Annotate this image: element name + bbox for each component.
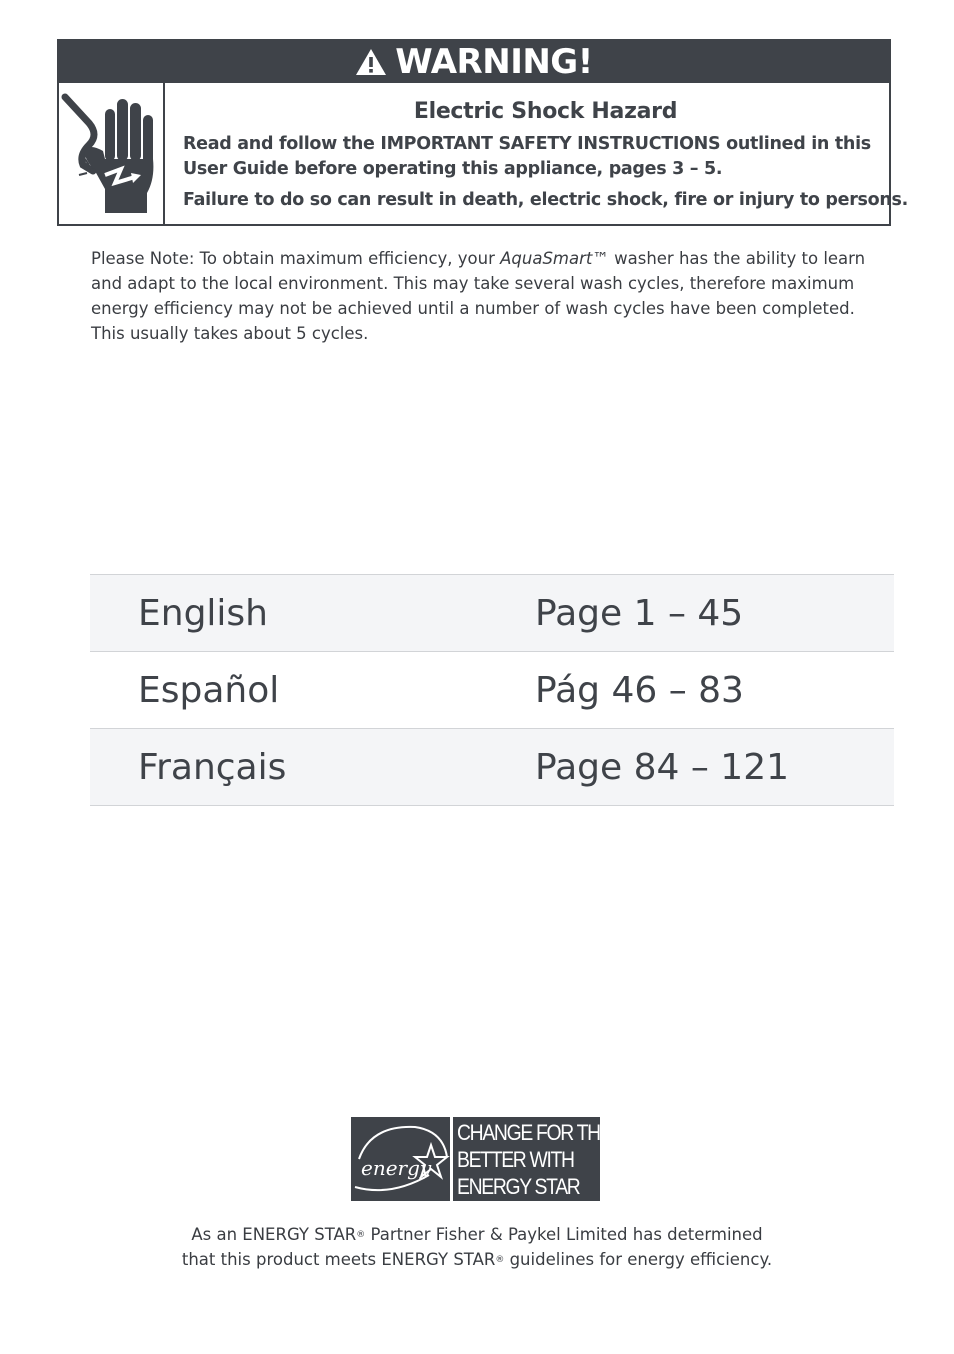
language-row-english[interactable]	[90, 575, 894, 652]
language-pages: Pág 46 – 83	[535, 669, 744, 711]
energy-star-statement	[0, 1222, 954, 1272]
footer-line-1: As an ENERGY STAR® Partner Fisher & Paykel Limited has determined	[191, 1225, 763, 1244]
warning-header	[59, 41, 889, 83]
warning-box	[57, 39, 909, 226]
language-name: English	[138, 592, 268, 634]
language-name: Français	[138, 746, 287, 788]
hazard-title: Electric Shock Hazard	[413, 99, 678, 124]
warning-line-3: Failure to do so can result in death, electric shock, fire or injury to persons.	[183, 190, 909, 210]
energy-script-text: energy	[361, 1156, 432, 1180]
warning-line-2: User Guide before operating this appliance, pages 3 – 5.	[183, 159, 723, 179]
energy-star-icon	[351, 1117, 450, 1201]
efficiency-note	[91, 246, 871, 346]
note-product: AquaSmart™	[500, 249, 609, 268]
hand-cell	[59, 83, 165, 224]
language-pages: Page 84 – 121	[535, 746, 790, 788]
warning-line-1: Read and follow the IMPORTANT SAFETY INSTRUCTIONS outlined in this	[183, 134, 871, 154]
energy-star-logo	[351, 1117, 612, 1201]
warning-title: WARNING!	[395, 42, 593, 82]
language-table	[90, 574, 894, 806]
note-prefix: Please Note: To obtain maximum efficiency, your	[91, 249, 501, 268]
registered-mark: ®	[356, 1230, 366, 1240]
warning-text	[165, 83, 908, 224]
energy-star-tagline	[453, 1117, 612, 1201]
tagline-line-3: ENERGY STAR	[457, 1173, 580, 1199]
warning-triangle-icon	[355, 48, 387, 76]
language-row-espanol[interactable]	[90, 652, 894, 729]
language-name: Español	[138, 669, 280, 711]
electric-shock-hand-icon	[59, 93, 163, 215]
language-pages: Page 1 – 45	[535, 592, 744, 634]
footer-line-2: that this product meets ENERGY STAR® guidelines for energy efficiency.	[181, 1250, 773, 1269]
language-row-francais[interactable]	[90, 729, 894, 806]
note-rest: washer has the ability to learn and adapt to the local environment. This may take several wash cycles, therefore maximum energy efficiency may not be achieved until a number of wash cycles have been completed. This usually takes about 5 cycles.	[91, 249, 866, 343]
registered-mark: ®	[495, 1255, 505, 1265]
tagline-line-1: CHANGE FOR THE	[457, 1119, 612, 1145]
tagline-line-2: BETTER WITH	[457, 1146, 574, 1172]
